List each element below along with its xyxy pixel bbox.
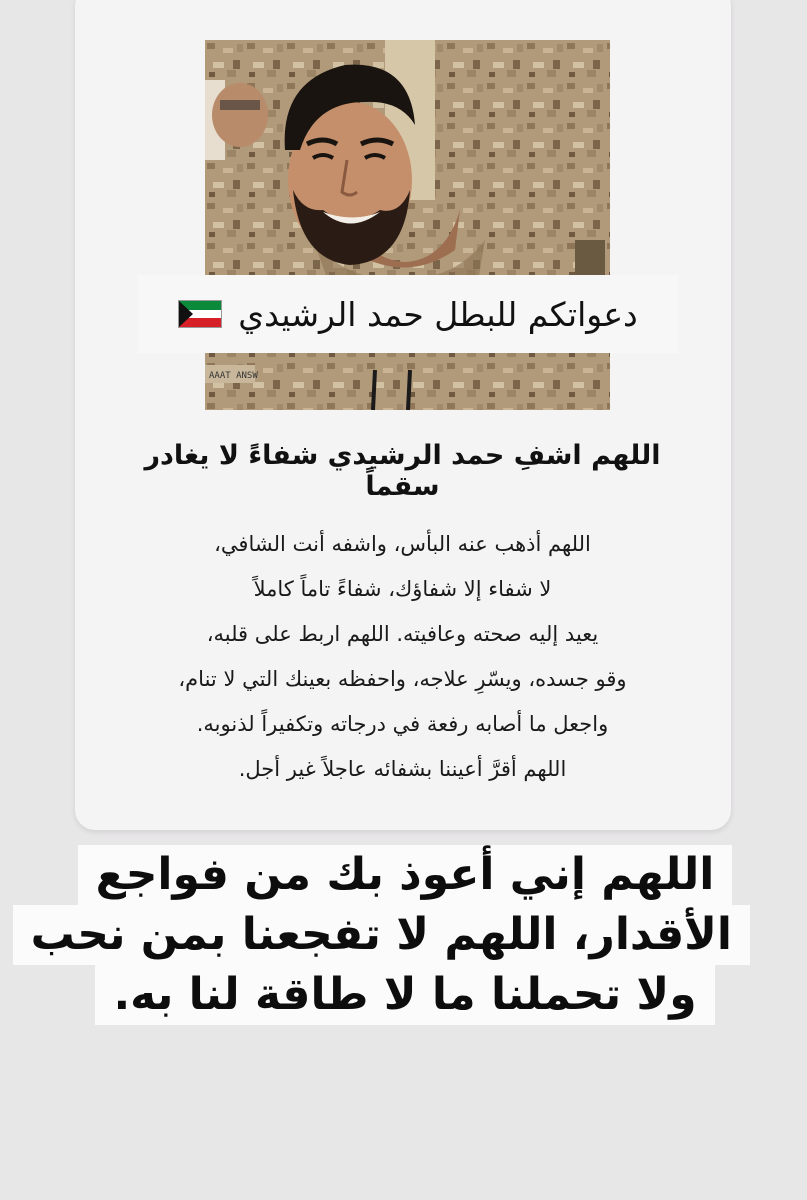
quote-line: الأقدار، اللهم لا تفجعنا بمن نحب xyxy=(13,905,750,965)
prayer-line: واجعل ما أصابه رفعة في درجاته وتكفيراً لذنوبه. xyxy=(196,712,609,736)
name-tape-text: AAAT ANSW xyxy=(209,371,258,381)
soldier-photo xyxy=(205,40,610,410)
prayer-line: اللهم أقرَّ أعيننا بشفائه عاجلاً غير أجل. xyxy=(238,757,567,781)
prayer-text xyxy=(110,522,695,792)
kuwait-flag-icon xyxy=(178,300,222,328)
prayer-title: اللهم اشفِ حمد الرشيدي شفاءً لا يغادر سقماً xyxy=(144,440,661,502)
quote-line: اللهم إني أعوذ بك من فواجع xyxy=(78,845,733,905)
prayer-line: وقو جسده، ويسّرِ علاجه، واحفظه بعينك التي لا تنام، xyxy=(178,667,627,691)
quote-line: ولا تحملنا ما لا طاقة لنا به. xyxy=(95,965,714,1025)
banner-title: دعواتكم للبطل حمد الرشيدي xyxy=(238,294,638,334)
quote-block xyxy=(30,845,750,1025)
prayer-line: لا شفاء إلا شفاؤك، شفاءً تاماً كاملاً xyxy=(253,577,552,601)
caption-banner xyxy=(138,275,678,353)
prayer-line: اللهم أذهب عنه البأس، واشفه أنت الشافي، xyxy=(214,532,591,556)
prayer-line: يعيد إليه صحته وعافيته. اللهم اربط على قلبه، xyxy=(206,622,599,646)
